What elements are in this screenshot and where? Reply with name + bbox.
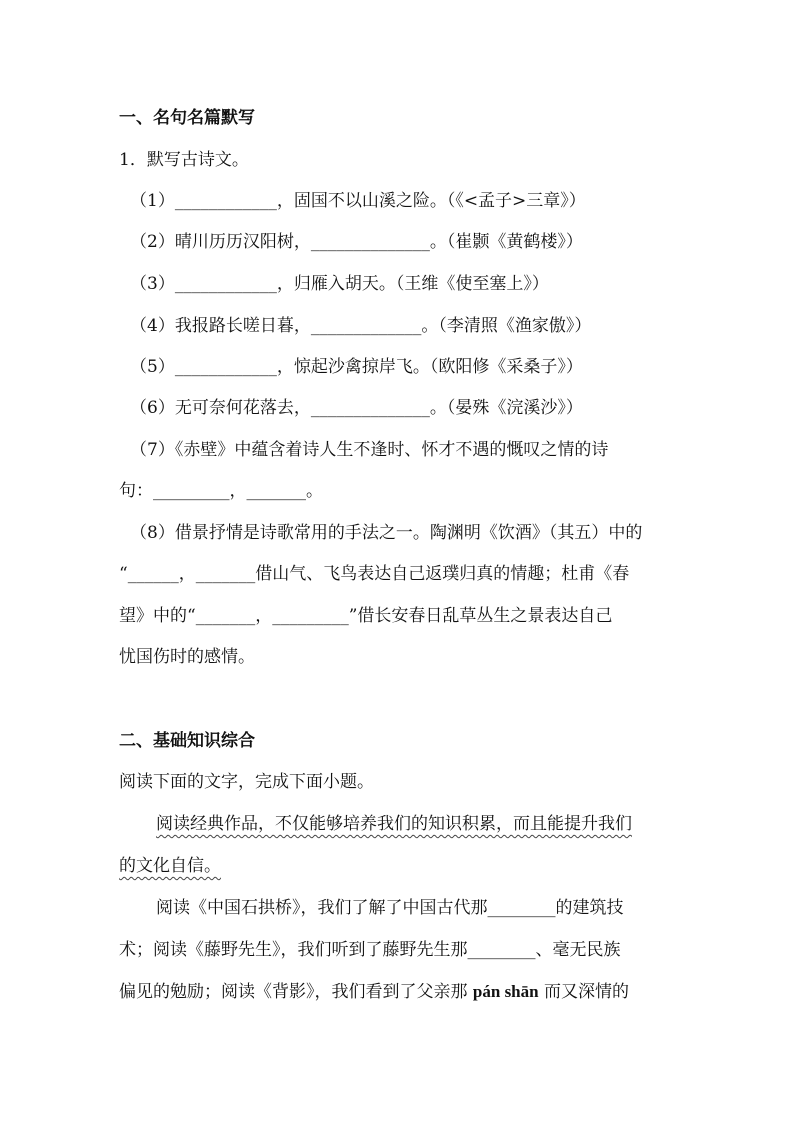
passage-para2-line3-end: 而又深情的 (544, 982, 629, 1002)
wavy-underlined-sentence-part2: 的文化自信。 (119, 856, 221, 876)
passage-para1-line2 (119, 855, 221, 877)
poem-item-8-line3: 望》中的“_______，_________”借长安春日乱草丛生之景表达自己 (119, 606, 613, 626)
poem-item-5: （5）____________，惊起沙禽掠岸飞。（欧阳修《采桑子》） (130, 357, 583, 377)
poem-item-1: （1）____________，固国不以山溪之险。（《<孟子>三章》） (130, 191, 586, 211)
passage-para2-line2: 术；阅读《藤野先生》，我们听到了藤野先生那________、毫无民族 (119, 940, 621, 960)
poem-item-4: （4）我报路长嗟日暮，_____________。（李清照《渔家傲》） (130, 316, 592, 336)
poem-item-6: （6）无可奈何花落去，______________。（晏殊《浣溪沙》） (130, 398, 583, 418)
poem-item-8-line1: （8）借景抒情是诗歌常用的手法之一。陶渊明《饮酒》（其五）中的 (130, 523, 643, 543)
pinyin-word: pán shān (472, 982, 539, 1001)
poem-item-7-line2: 句：_________，_______。 (119, 481, 323, 501)
passage-para2-line1: 阅读《中国石拱桥》，我们了解了中国古代那________的建筑技 (156, 898, 624, 918)
wavy-underlined-sentence-part1: 阅读经典作品，不仅能够培养我们的知识积累，而且能提升我们 (156, 814, 632, 834)
section2-heading: 二、基础知识综合 (119, 731, 255, 751)
poem-item-2: （2）晴川历历汉阳树，______________。（崔颢《黄鹤楼》） (130, 232, 583, 252)
passage-para1-line1 (156, 813, 632, 835)
poem-item-7-line1: （7）《赤壁》中蕴含着诗人生不逢时、怀才不遇的慨叹之情的诗 (130, 440, 609, 460)
section1-heading: 一、名句名篇默写 (119, 108, 255, 128)
question1-title: 1．默写古诗文。 (119, 150, 249, 170)
reading-instruction: 阅读下面的文字，完成下面小题。 (119, 772, 374, 792)
passage-para2-line3-start: 偏见的勉励；阅读《背影》，我们看到了父亲那 (119, 982, 468, 1002)
poem-item-8-line2: “______，_______借山气、飞鸟表达自己返璞归真的情趣；杜甫《春 (119, 564, 630, 584)
poem-item-3: （3）____________，归雁入胡天。（王维《使至塞上》） (130, 274, 549, 294)
poem-item-8-line4: 忧国伤时的感情。 (119, 647, 255, 667)
passage-para2-line3 (119, 981, 629, 1003)
